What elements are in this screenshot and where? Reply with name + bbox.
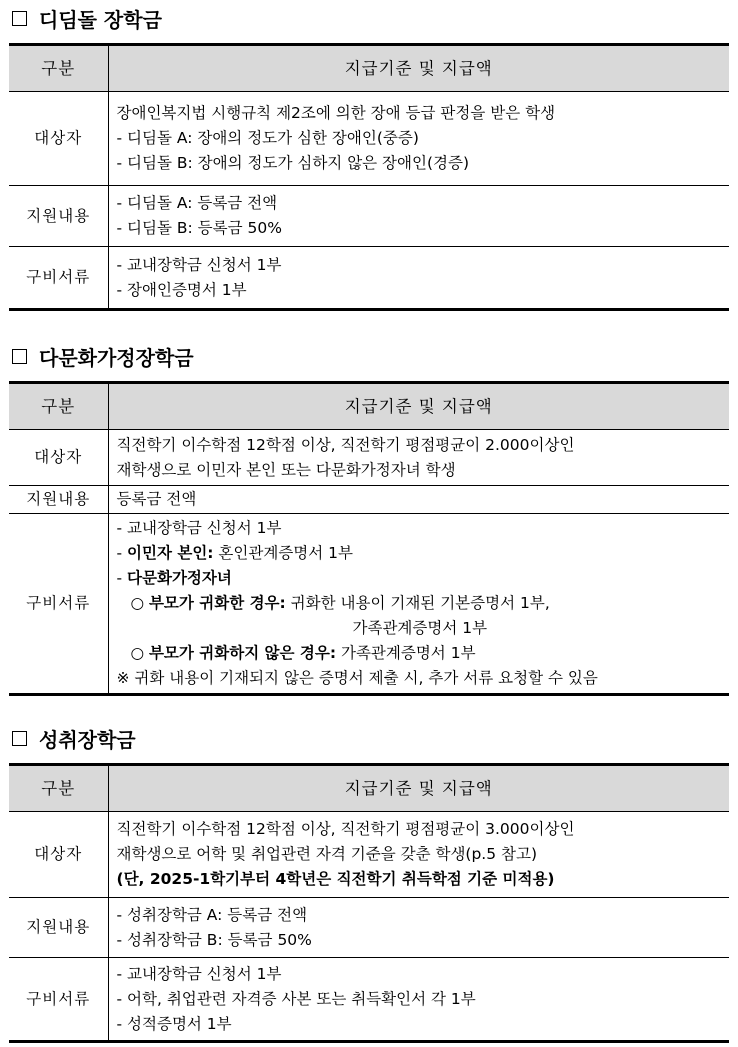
content-line: - 디딤돌 A: 장애의 정도가 심한 장애인(중증): [116, 129, 419, 147]
row-label: 대상자: [9, 430, 108, 486]
section-title: 성취장학금: [39, 727, 136, 752]
scholarship-table: [9, 43, 729, 311]
content-line-case1: ○ 부모가 귀화한 경우: 귀화한 내용이 기재된 기본증명서 1부,: [130, 594, 550, 612]
section-title: 디딤돌 장학금: [39, 7, 162, 32]
content-note: ※ 귀화 내용이 기재되지 않은 증명서 제출 시, 추가 서류 요청할 수 있음: [116, 669, 598, 687]
table-row: [9, 486, 729, 514]
content-line: - 교내장학금 신청서 1부: [116, 964, 282, 983]
header-category: 구분: [9, 45, 108, 92]
content-line-bold: (단, 2025-1학기부터 4학년은 직전학기 취득학점 기준 미적용): [116, 870, 555, 888]
row-content: [108, 514, 729, 695]
row-content: [108, 92, 729, 186]
content-line: 직전학기 이수학점 12학점 이상, 직전학기 평점평균이 2.000이상인: [116, 435, 575, 454]
section-didimdol: [9, 2, 729, 311]
row-label: 지원내용: [9, 898, 108, 958]
content-line: - 어학, 취업관련 자격증 사본 또는 취득확인서 각 1부: [116, 989, 476, 1008]
header-criteria: 지급기준 및 지급액: [108, 765, 729, 812]
header-criteria: 지급기준 및 지급액: [108, 45, 729, 92]
content-line-case1-cont: 가족관계증명서 1부: [352, 619, 488, 637]
content-line: - 디딤돌 B: 장애의 정도가 심하지 않은 장애인(경증): [116, 154, 470, 172]
content-line-case2: ○ 부모가 귀화하지 않은 경우: 가족관계증명서 1부: [130, 644, 476, 662]
content-line: - 성취장학금 A: 등록금 전액: [116, 905, 308, 924]
section-heading: [9, 722, 729, 754]
row-label: 구비서류: [9, 514, 108, 695]
table-row: [9, 186, 729, 247]
content-line: - 교내장학금 신청서 1부: [116, 519, 282, 537]
row-content: [108, 486, 729, 514]
row-content: [108, 430, 729, 486]
content-line: 직전학기 이수학점 12학점 이상, 직전학기 평점평균이 3.000이상인: [116, 820, 575, 838]
content-line-family: - 다문화가정자녀: [116, 569, 232, 587]
header-category: 구분: [9, 765, 108, 812]
content-line: - 장애인증명서 1부: [116, 280, 247, 299]
content-line: - 교내장학금 신청서 1부: [116, 255, 282, 274]
row-content: [108, 812, 729, 898]
checkbox-square-icon: [12, 349, 27, 364]
row-content: [108, 898, 729, 958]
content-line: - 성취장학금 B: 등록금 50%: [116, 930, 312, 949]
row-label: 구비서류: [9, 958, 108, 1042]
checkbox-square-icon: [12, 11, 27, 26]
row-content: [108, 186, 729, 247]
section-heading: [9, 2, 729, 34]
content-line-immigrant: - 이민자 본인: 혼인관계증명서 1부: [116, 544, 354, 562]
row-label: 구비서류: [9, 247, 108, 310]
header-criteria: 지급기준 및 지급액: [108, 383, 729, 430]
section-title: 다문화가정장학금: [39, 345, 194, 370]
table-header-row: [9, 383, 729, 430]
row-label: 지원내용: [9, 186, 108, 247]
content-line: 재학생으로 어학 및 취업관련 자격 기준을 갖춘 학생(p.5 참고): [116, 845, 538, 863]
table-row: [9, 958, 729, 1042]
table-row: [9, 92, 729, 186]
checkbox-square-icon: [12, 731, 27, 746]
scholarship-table: [9, 381, 729, 696]
content-line: - 디딤돌 B: 등록금 50%: [116, 219, 282, 237]
row-label: 대상자: [9, 92, 108, 186]
section-multicultural: [9, 340, 729, 696]
table-row: [9, 247, 729, 310]
content-line: 재학생으로 이민자 본인 또는 다문화가정자녀 학생: [116, 460, 456, 479]
content-line: - 성적증명서 1부: [116, 1014, 232, 1033]
table-row: [9, 812, 729, 898]
content-line: 장애인복지법 시행규칙 제2조에 의한 장애 등급 판정을 받은 학생: [116, 104, 556, 122]
content-line: - 디딤돌 A: 등록금 전액: [116, 194, 278, 212]
content-line: 등록금 전액: [116, 490, 197, 508]
row-label: 대상자: [9, 812, 108, 898]
table-row: [9, 430, 729, 486]
table-header-row: [9, 45, 729, 92]
header-category: 구분: [9, 383, 108, 430]
row-label: 지원내용: [9, 486, 108, 514]
table-row: [9, 898, 729, 958]
table-row: [9, 514, 729, 695]
row-content: [108, 958, 729, 1042]
table-header-row: [9, 765, 729, 812]
section-achievement: [9, 722, 729, 1043]
row-content: [108, 247, 729, 310]
scholarship-table: [9, 763, 729, 1043]
section-heading: [9, 340, 729, 372]
